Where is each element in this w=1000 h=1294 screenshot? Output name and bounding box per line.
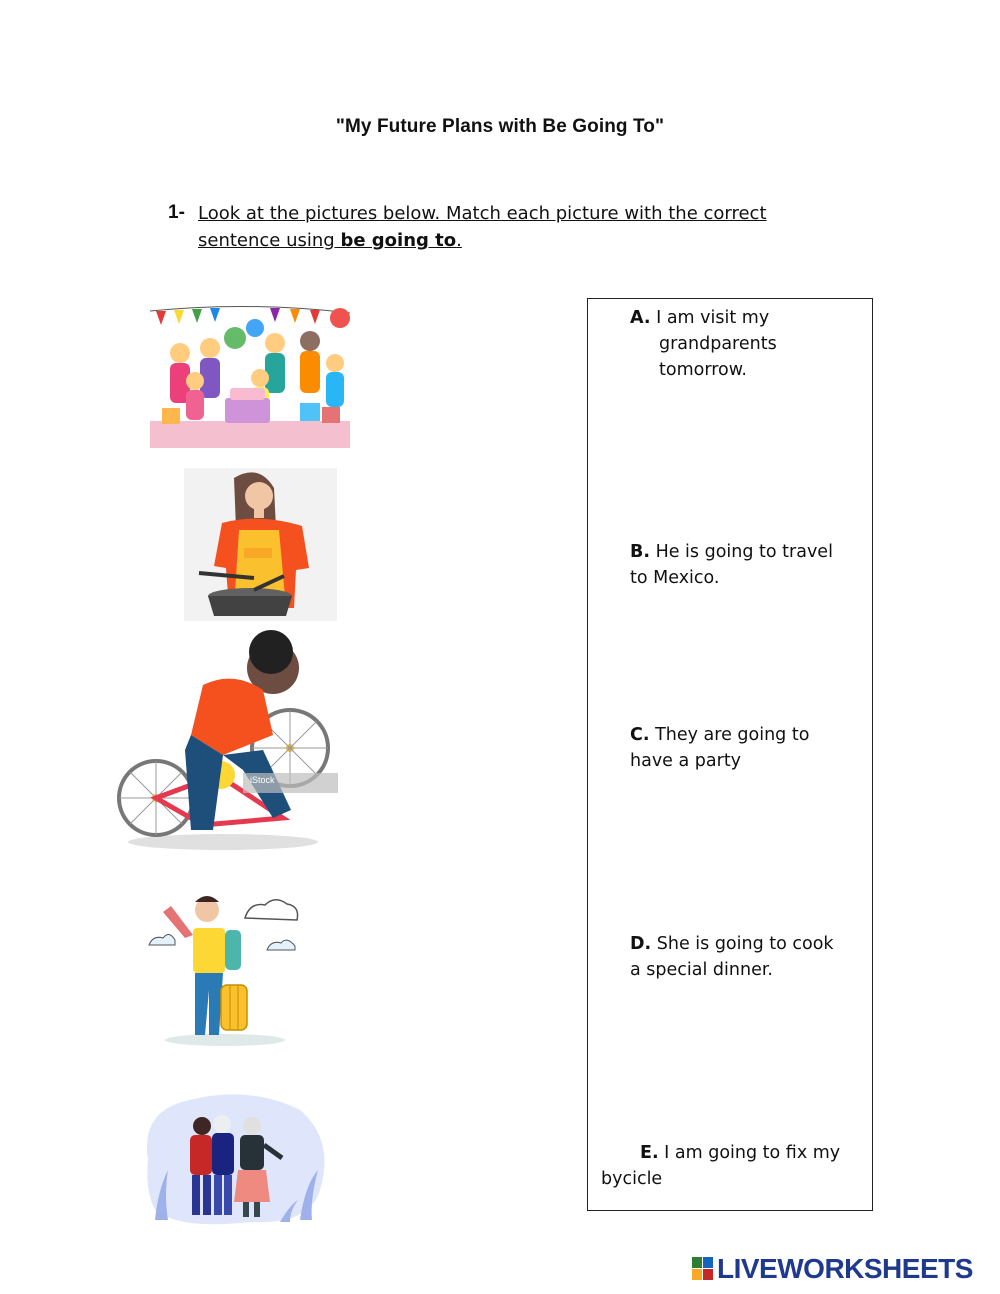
option-e bbox=[601, 1140, 840, 1192]
option-a-line1: I am visit my bbox=[650, 308, 770, 328]
man-fixing-bicycle-picture bbox=[113, 630, 338, 855]
option-a-line3: tomorrow. bbox=[659, 360, 747, 380]
instruction-end: . bbox=[456, 230, 462, 251]
option-c-letter: C. bbox=[630, 725, 650, 745]
logo-icon bbox=[692, 1257, 714, 1281]
option-b-letter: B. bbox=[630, 542, 650, 562]
visiting-grandparents-picture bbox=[140, 1090, 328, 1228]
option-d-line2: a special dinner. bbox=[630, 960, 773, 980]
liveworksheets-logo bbox=[692, 1254, 973, 1284]
question-number: 1- bbox=[168, 202, 185, 223]
worksheet-title: "My Future Plans with Be Going To" bbox=[335, 116, 665, 137]
option-d-line1: She is going to cook bbox=[651, 934, 834, 954]
option-b-line1: He is going to travel bbox=[650, 542, 833, 562]
option-a bbox=[630, 305, 777, 383]
birthday-party-picture bbox=[150, 303, 350, 448]
logo-text: LIVEWORKSHEETS bbox=[717, 1253, 973, 1284]
option-d bbox=[630, 931, 834, 983]
traveler-with-luggage-picture bbox=[145, 890, 303, 1048]
option-e-line1: I am going to fix my bbox=[658, 1143, 841, 1163]
option-b-line2: to Mexico. bbox=[630, 568, 720, 588]
option-e-letter: E. bbox=[640, 1143, 659, 1163]
option-c-line2: have a party bbox=[630, 751, 742, 771]
stock-watermark: iStock bbox=[250, 775, 275, 785]
woman-cooking-picture bbox=[184, 468, 337, 621]
option-a-line2: grandparents bbox=[659, 334, 777, 354]
option-c bbox=[630, 722, 809, 774]
instruction-bold: be going to bbox=[340, 230, 457, 251]
option-a-letter: A. bbox=[630, 308, 651, 328]
question-instruction bbox=[198, 200, 838, 254]
option-e-line2: bycicle bbox=[601, 1169, 663, 1189]
instruction-text: Look at the pictures below. Match each picture with the correct sentence using bbox=[198, 203, 767, 251]
option-d-letter: D. bbox=[630, 934, 652, 954]
option-c-line1: They are going to bbox=[649, 725, 810, 745]
option-b bbox=[630, 539, 833, 591]
